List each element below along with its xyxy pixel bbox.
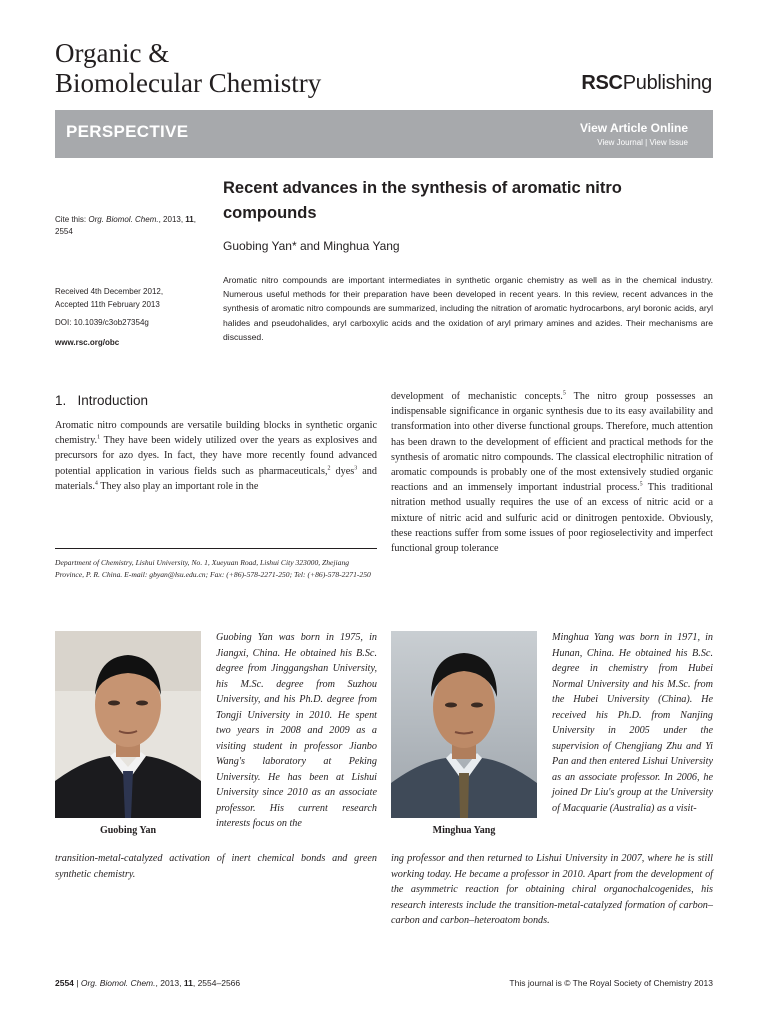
article-authors: Guobing Yan* and Minghua Yang <box>223 239 400 253</box>
cite-this: Cite this: Org. Biomol. Chem., 2013, 11, 2554 <box>55 215 196 236</box>
intro-paragraph-left: Aromatic nitro compounds are versatile building blocks in synthetic organic chemistry.$^1$ They have been widely utilized over the years as explosives and precursors for azo dyes. In fact, they have more recently found advanced potential application in various fields such as pharmaceuticals,$^2$ dyes$^3$ and materials.$^4$ They also play an important role in the <box>55 420 377 492</box>
section-heading-introduction: 1. Introduction <box>55 393 149 408</box>
rsc-publishing-logo: RSCPublishing <box>581 72 712 94</box>
photo-caption-guobing-yan: Guobing Yan <box>99 825 157 836</box>
journal-title <box>55 38 321 98</box>
view-issue-link[interactable]: View Issue <box>649 138 688 147</box>
received-dates: Received 4th December 2012, Accepted 11th February 2013 <box>55 287 164 309</box>
view-article-online-link[interactable]: View Article Online <box>579 121 688 135</box>
biography-guobing-yan: Guobing Yan was born in 1975, in Jiangxi, China. He obtained his B.Sc. degree from Jinggangshan University, his M.Sc. degree from Suzhou University, and his Ph.D. degree from Tongji University in 2010. He spent two years in 2008 and 2009 as a visiting student in professor Jianbo Wang's laboratory at Peking University. He has been at Lishui University since 2010 as an associate professor. His current research interests focus on the <box>216 632 377 829</box>
author-affiliation: Department of Chemistry, Lishui University, No. 1, Xueyuan Road, Lishui City 323000, Zhejiang Province, P. R. China. E-mail: gbyan@lsu.edu.cn; Fax: (+86)-578-2271-250; Tel: (+86)-578-2271-250 <box>55 558 371 580</box>
article-title: Recent advances in the synthesis of aromatic nitro compounds <box>223 179 622 222</box>
journal-title-line1: Organic & <box>55 38 170 68</box>
page-footer-citation: 2554 | Org. Biomol. Chem., 2013, 11, 2554–2566 <box>55 978 241 988</box>
article-type-label: PERSPECTIVE <box>66 122 189 141</box>
photo-caption-minghua-yang: Minghua Yang <box>432 825 496 836</box>
biography-minghua-yang-continued: ing professor and then returned to Lishui University in 2007, where he is still working today. He became a professor in 2010. Apart from the development of the asymmetric reaction for obtaining chiral organochalcogenides, his research interests include the transition-metal-catalyzed formation of carbon–carbon and carbon–heteroatom bonds. <box>391 853 713 926</box>
biography-minghua-yang: Minghua Yang was born in 1971, in Hunan, China. He obtained his B.Sc. degree in chemistry from Hubei Normal University and his M.Sc. from the Hubei University (China). He received his Ph.D. from Nanjing University in 2005 under the supervision of Chengjiang Zhu and Yi Pan and then entered Lishui University as an associate professor. In 2006, he joined Dr Liu's group at the University of Macquarie (Australia) as a visit- <box>552 632 713 814</box>
doi: DOI: 10.1039/c3ob27354g <box>55 318 149 327</box>
page-footer-copyright: This journal is © The Royal Society of Chemistry 2013 <box>509 978 713 988</box>
intro-paragraph-right: development of mechanistic concepts.$^5$ The nitro group possesses an indispensable significance in organic synthesis due to its easy availability and transformation into other diverse functional groups. Therefore, much attention has been drawn to the development of efficient and practical methods for the synthesis of aromatic nitro compounds. The classical electrophilic nitration of aromatic compounds is probably one of the most extensively studied organic reactions and an immensely important industrial process.$^5$ This traditional nitration method usually requires the use of an excess of nitric acid or a mixture of nitric acid and sulfuric acid or dinitrogen pentoxide. Obviously, these reactions suffer from some issues of poor regioselectivity and imperfect functional group tolerance <box>391 390 714 555</box>
author-photo-guobing-yan <box>55 631 201 818</box>
journal-url-link[interactable]: www.rsc.org/obc <box>55 338 120 347</box>
abstract: Aromatic nitro compounds are important intermediates in synthetic organic chemistry as well as in the chemical industry. Numerous useful methods for their preparation have been developed in recent years. In this review, recent advances in the synthesis of aromatic nitro compounds are summarized, including the nitration of aromatic hydrocarbons, aryl boronic acids, aryl halides and pseudohalides, aryl carboxylic acids and the oxidation of aryl primary amines and azides. Their mechanisms are discussed. <box>223 275 713 342</box>
biography-guobing-yan-continued: transition-metal-catalyzed activation of inert chemical bonds and green synthetic chemistry. <box>55 853 377 880</box>
journal-issue-links: View Journal | View Issue <box>597 138 688 147</box>
footnote-divider <box>55 548 377 549</box>
author-photo-minghua-yang <box>391 631 537 818</box>
view-journal-link[interactable]: View Journal <box>597 138 643 147</box>
journal-title-line2: Biomolecular Chemistry <box>55 68 322 98</box>
